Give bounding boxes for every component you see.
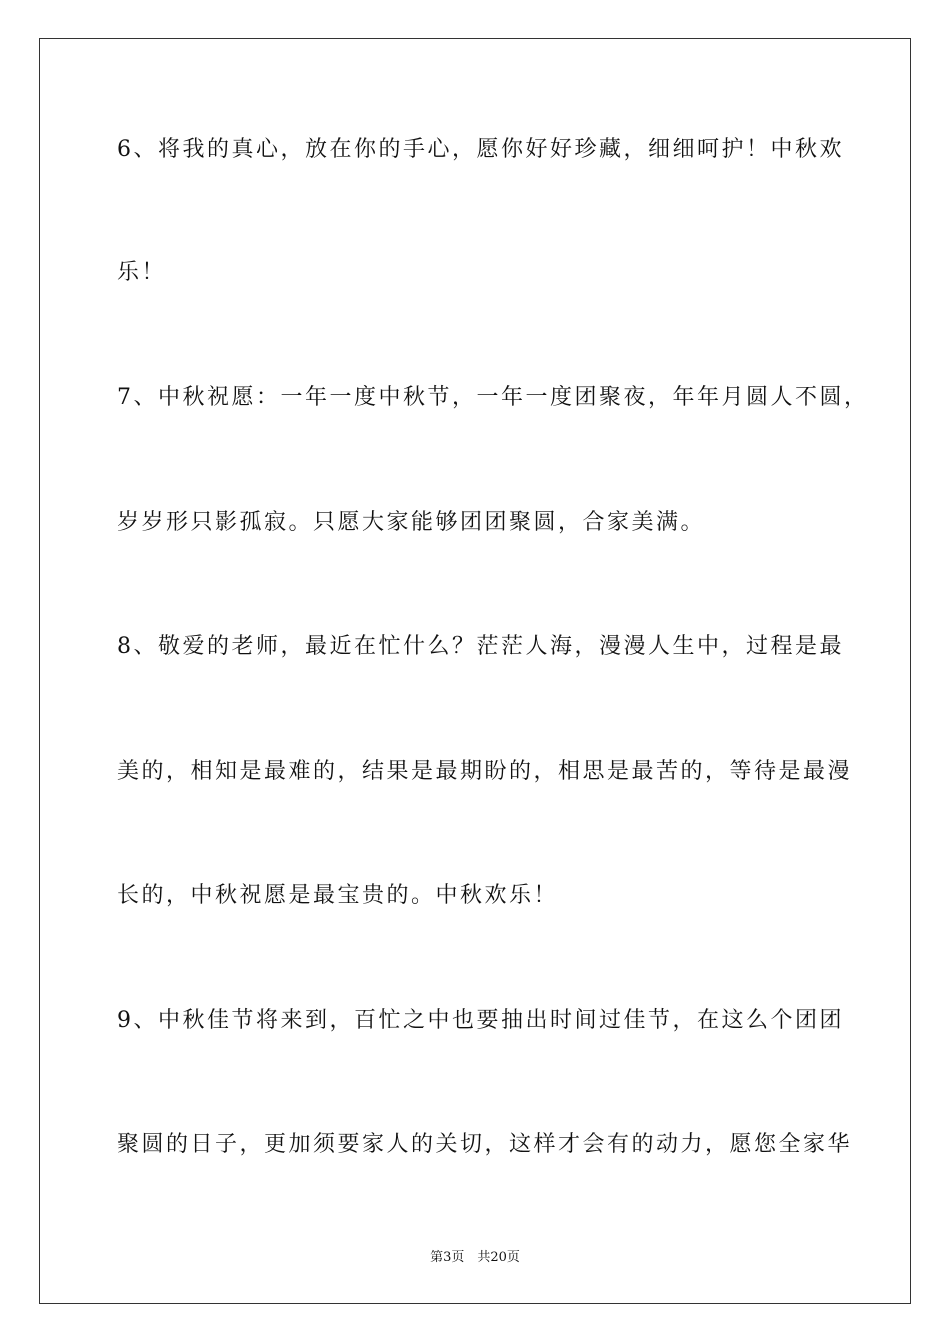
text-line-5: 8、敬爱的老师，最近在忙什么？茫茫人海，漫漫人生中，过程是最 [117, 634, 844, 659]
text-line-1: 6、将我的真心，放在你的手心，愿你好好珍藏，细细呵护！中秋欢 [117, 137, 844, 162]
text-line-6: 美的，相知是最难的，结果是最期盼的，相思是最苦的，等待是最漫 [117, 759, 853, 784]
page-number-footer: 第3页 共20页 [430, 1250, 520, 1265]
text-line-2: 乐！ [117, 260, 167, 285]
page-border [39, 38, 911, 1304]
text-line-4: 岁岁形只影孤寂。只愿大家能够团团聚圆，合家美满。 [117, 510, 706, 535]
text-line-3: 7、中秋祝愿：一年一度中秋节，一年一度团聚夜，年年月圆人不圆， [117, 385, 869, 410]
text-line-9: 聚圆的日子，更加须要家人的关切，这样才会有的动力，愿您全家华 [117, 1132, 853, 1157]
text-line-8: 9、中秋佳节将来到，百忙之中也要抽出时间过佳节，在这么个团团 [117, 1008, 844, 1033]
text-line-7: 长的，中秋祝愿是最宝贵的。中秋欢乐！ [117, 883, 559, 908]
